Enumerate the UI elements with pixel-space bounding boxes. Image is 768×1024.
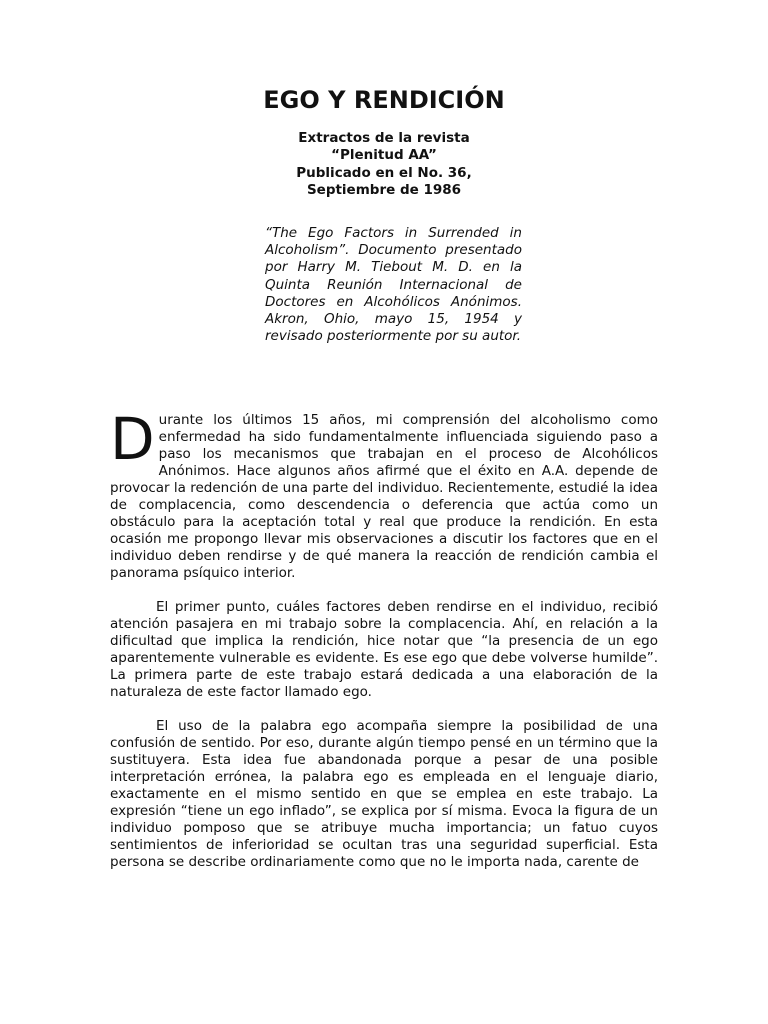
subtitle-line: Extractos de la revista: [298, 130, 470, 146]
paragraph: [110, 599, 658, 701]
body-text: [110, 405, 658, 888]
document-subtitle: [0, 130, 768, 200]
epigraph-quote: “The Ego Factors in Surrended in Alcoholism”. Documento presentado por Harry M. Tiebout M. D. en la Quinta Reunión Internacional de Doctores en Alcohólicos Anónimos. Akron, Ohio, mayo 15, 1954 y revisado posteriormente por su autor.: [265, 225, 522, 345]
paragraph: [110, 405, 658, 582]
paragraph-text: El uso de la palabra ego acompaña siempre la posibilidad de una confusión de sentido. Por eso, durante algún tiempo pensé en un término que la sustituyera. Esta idea fue abandonada porque a pesar de una posible interpretación errónea, la palabra ego es empleada en el lenguaje diario, exactamente en el mismo sentido en que se emplea en este trabajo. La expresión “tiene un ego inflado”, se explica por sí misma. Evoca la figura de un individuo pomposo que se atribuye mucha importancia; un fatuo cuyos sentimientos de inferioridad se ocultan tras una seguridad superficial. Esta persona se describe ordinariamente como que no le importa nada, carente de: [110, 718, 658, 870]
subtitle-line: “Plenitud AA”: [331, 147, 437, 164]
subtitle-line: Publicado en el No. 36,: [296, 164, 472, 181]
paragraph: [110, 718, 658, 871]
document-title: EGO Y RENDICIÓN: [263, 86, 505, 114]
subtitle-line: Septiembre de 1986: [306, 182, 462, 199]
paragraph-text: El primer punto, cuáles factores deben rendirse en el individuo, recibió atención pasajera en mi trabajo sobre la complacencia. Ahí, en relación a la dificultad que implica la rendición, hice notar que “la presencia de un ego aparentemente vulnerable es evidente. Es ese ego que debe volverse humilde”. La primera parte de este trabajo estará dedicada a una elaboración de la naturaleza de este factor llamado ego.: [110, 599, 658, 700]
paragraph-text: urante los últimos 15 años, mi comprensión del alcoholismo como enfermedad ha sido fundamentalmente influenciada siguiendo paso a paso los mecanismos que trabajan en el proceso de Alcohólicos Anónimos. Hace algunos años afirmé que el éxito en A.A. depende de provocar la redención de una parte del individuo. Recientemente, estudié la idea de complacencia, como descendencia o deferencia que actúa como un obstáculo para la aceptación total y real que produce la rendición. En esta ocasión me propongo llevar mis observaciones a discutir los factores que en el individuo deben rendirse y de qué manera la reacción de rendición cambia el panorama psíquico interior.: [110, 412, 658, 581]
drop-cap: D: [110, 405, 155, 473]
